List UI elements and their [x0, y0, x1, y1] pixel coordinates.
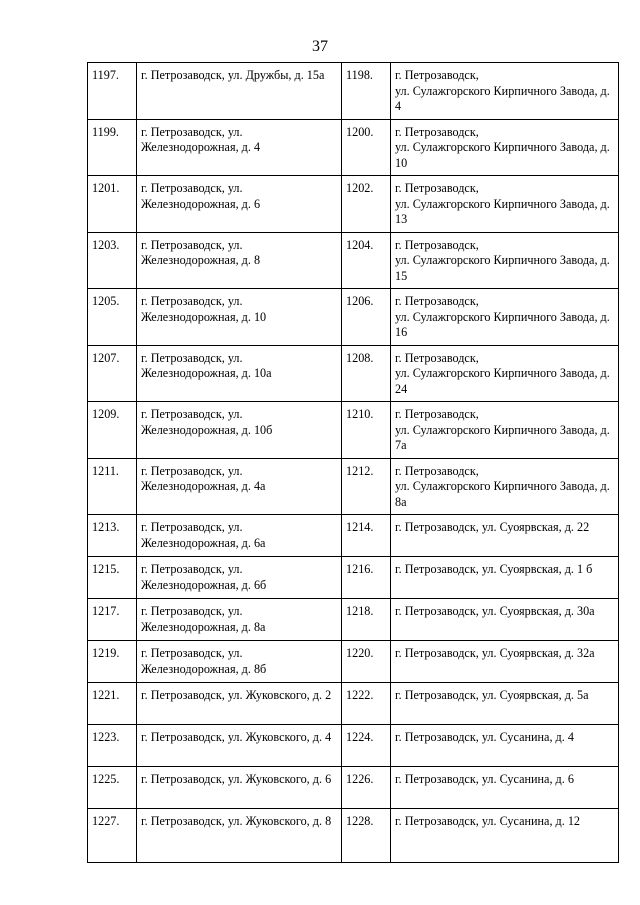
address-right: г. Петрозаводск, ул. Суоярвская, д. 32а: [391, 641, 619, 683]
address-right: г. Петрозаводск, ул. Сусанина, д. 6: [391, 767, 619, 809]
address-table: [87, 62, 619, 863]
row-number-left: 1221.: [88, 683, 137, 725]
address-left: г. Петрозаводск, ул. Железнодорожная, д. 4: [137, 119, 342, 176]
row-number-right: 1204.: [342, 232, 391, 289]
address-left: г. Петрозаводск, ул. Железнодорожная, д. 4а: [137, 458, 342, 515]
row-number-right: 1220.: [342, 641, 391, 683]
page-number: 37: [312, 38, 328, 55]
address-left: г. Петрозаводск, ул. Железнодорожная, д. 10а: [137, 345, 342, 402]
table-row: [88, 345, 619, 402]
address-left: г. Петрозаводск, ул. Жуковского, д. 4: [137, 725, 342, 767]
address-left: г. Петрозаводск, ул. Железнодорожная, д. 6: [137, 176, 342, 233]
row-number-right: 1228.: [342, 809, 391, 863]
table-row: [88, 725, 619, 767]
row-number-right: 1210.: [342, 402, 391, 459]
table-row: [88, 458, 619, 515]
row-number-left: 1213.: [88, 515, 137, 557]
table-row: [88, 683, 619, 725]
table-row: [88, 809, 619, 863]
row-number-right: 1202.: [342, 176, 391, 233]
address-right: г. Петрозаводск, ул. Сулажгорского Кирпичного Завода, д. 16: [391, 289, 619, 346]
row-number-right: 1206.: [342, 289, 391, 346]
table-row: [88, 641, 619, 683]
table-row: [88, 232, 619, 289]
address-right: г. Петрозаводск, ул. Сулажгорского Кирпичного Завода, д. 24: [391, 345, 619, 402]
address-left: г. Петрозаводск, ул. Дружбы, д. 15а: [137, 63, 342, 120]
address-right: г. Петрозаводск, ул. Суоярвская, д. 5а: [391, 683, 619, 725]
table-row: [88, 515, 619, 557]
address-table-body: [88, 63, 619, 863]
row-number-left: 1197.: [88, 63, 137, 120]
address-left: г. Петрозаводск, ул. Железнодорожная, д. 10б: [137, 402, 342, 459]
row-number-left: 1205.: [88, 289, 137, 346]
address-right: г. Петрозаводск, ул. Сулажгорского Кирпичного Завода, д. 8а: [391, 458, 619, 515]
row-number-left: 1201.: [88, 176, 137, 233]
table-row: [88, 176, 619, 233]
row-number-right: 1198.: [342, 63, 391, 120]
row-number-right: 1212.: [342, 458, 391, 515]
row-number-right: 1200.: [342, 119, 391, 176]
address-right: г. Петрозаводск, ул. Суоярвская, д. 30а: [391, 599, 619, 641]
address-left: г. Петрозаводск, ул. Жуковского, д. 8: [137, 809, 342, 863]
address-left: г. Петрозаводск, ул. Железнодорожная, д. 8б: [137, 641, 342, 683]
table-row: [88, 289, 619, 346]
row-number-left: 1217.: [88, 599, 137, 641]
address-right: г. Петрозаводск, ул. Сулажгорского Кирпичного Завода, д. 13: [391, 176, 619, 233]
address-left: г. Петрозаводск, ул. Жуковского, д. 6: [137, 767, 342, 809]
table-row: [88, 63, 619, 120]
address-right: г. Петрозаводск, ул. Суоярвская, д. 22: [391, 515, 619, 557]
address-right: г. Петрозаводск, ул. Сулажгорского Кирпичного Завода, д. 15: [391, 232, 619, 289]
address-left: г. Петрозаводск, ул. Железнодорожная, д. 8: [137, 232, 342, 289]
row-number-right: 1224.: [342, 725, 391, 767]
address-right: г. Петрозаводск, ул. Суоярвская, д. 1 б: [391, 557, 619, 599]
table-row: [88, 557, 619, 599]
address-left: г. Петрозаводск, ул. Железнодорожная, д. 8а: [137, 599, 342, 641]
address-left: г. Петрозаводск, ул. Железнодорожная, д. 10: [137, 289, 342, 346]
row-number-left: 1207.: [88, 345, 137, 402]
row-number-left: 1219.: [88, 641, 137, 683]
row-number-left: 1225.: [88, 767, 137, 809]
row-number-right: 1218.: [342, 599, 391, 641]
row-number-right: 1208.: [342, 345, 391, 402]
row-number-left: 1211.: [88, 458, 137, 515]
row-number-left: 1223.: [88, 725, 137, 767]
address-right: г. Петрозаводск, ул. Сулажгорского Кирпичного Завода, д. 4: [391, 63, 619, 120]
row-number-left: 1215.: [88, 557, 137, 599]
table-row: [88, 767, 619, 809]
address-right: г. Петрозаводск, ул. Сулажгорского Кирпичного Завода, д. 7а: [391, 402, 619, 459]
address-right: г. Петрозаводск, ул. Сусанина, д. 12: [391, 809, 619, 863]
address-left: г. Петрозаводск, ул. Железнодорожная, д. 6а: [137, 515, 342, 557]
address-right: г. Петрозаводск, ул. Сулажгорского Кирпичного Завода, д. 10: [391, 119, 619, 176]
address-left: г. Петрозаводск, ул. Железнодорожная, д. 6б: [137, 557, 342, 599]
row-number-right: 1222.: [342, 683, 391, 725]
table-row: [88, 119, 619, 176]
row-number-left: 1199.: [88, 119, 137, 176]
row-number-left: 1227.: [88, 809, 137, 863]
row-number-left: 1209.: [88, 402, 137, 459]
row-number-left: 1203.: [88, 232, 137, 289]
address-left: г. Петрозаводск, ул. Жуковского, д. 2: [137, 683, 342, 725]
table-row: [88, 402, 619, 459]
row-number-right: 1226.: [342, 767, 391, 809]
row-number-right: 1216.: [342, 557, 391, 599]
address-right: г. Петрозаводск, ул. Сусанина, д. 4: [391, 725, 619, 767]
table-row: [88, 599, 619, 641]
row-number-right: 1214.: [342, 515, 391, 557]
